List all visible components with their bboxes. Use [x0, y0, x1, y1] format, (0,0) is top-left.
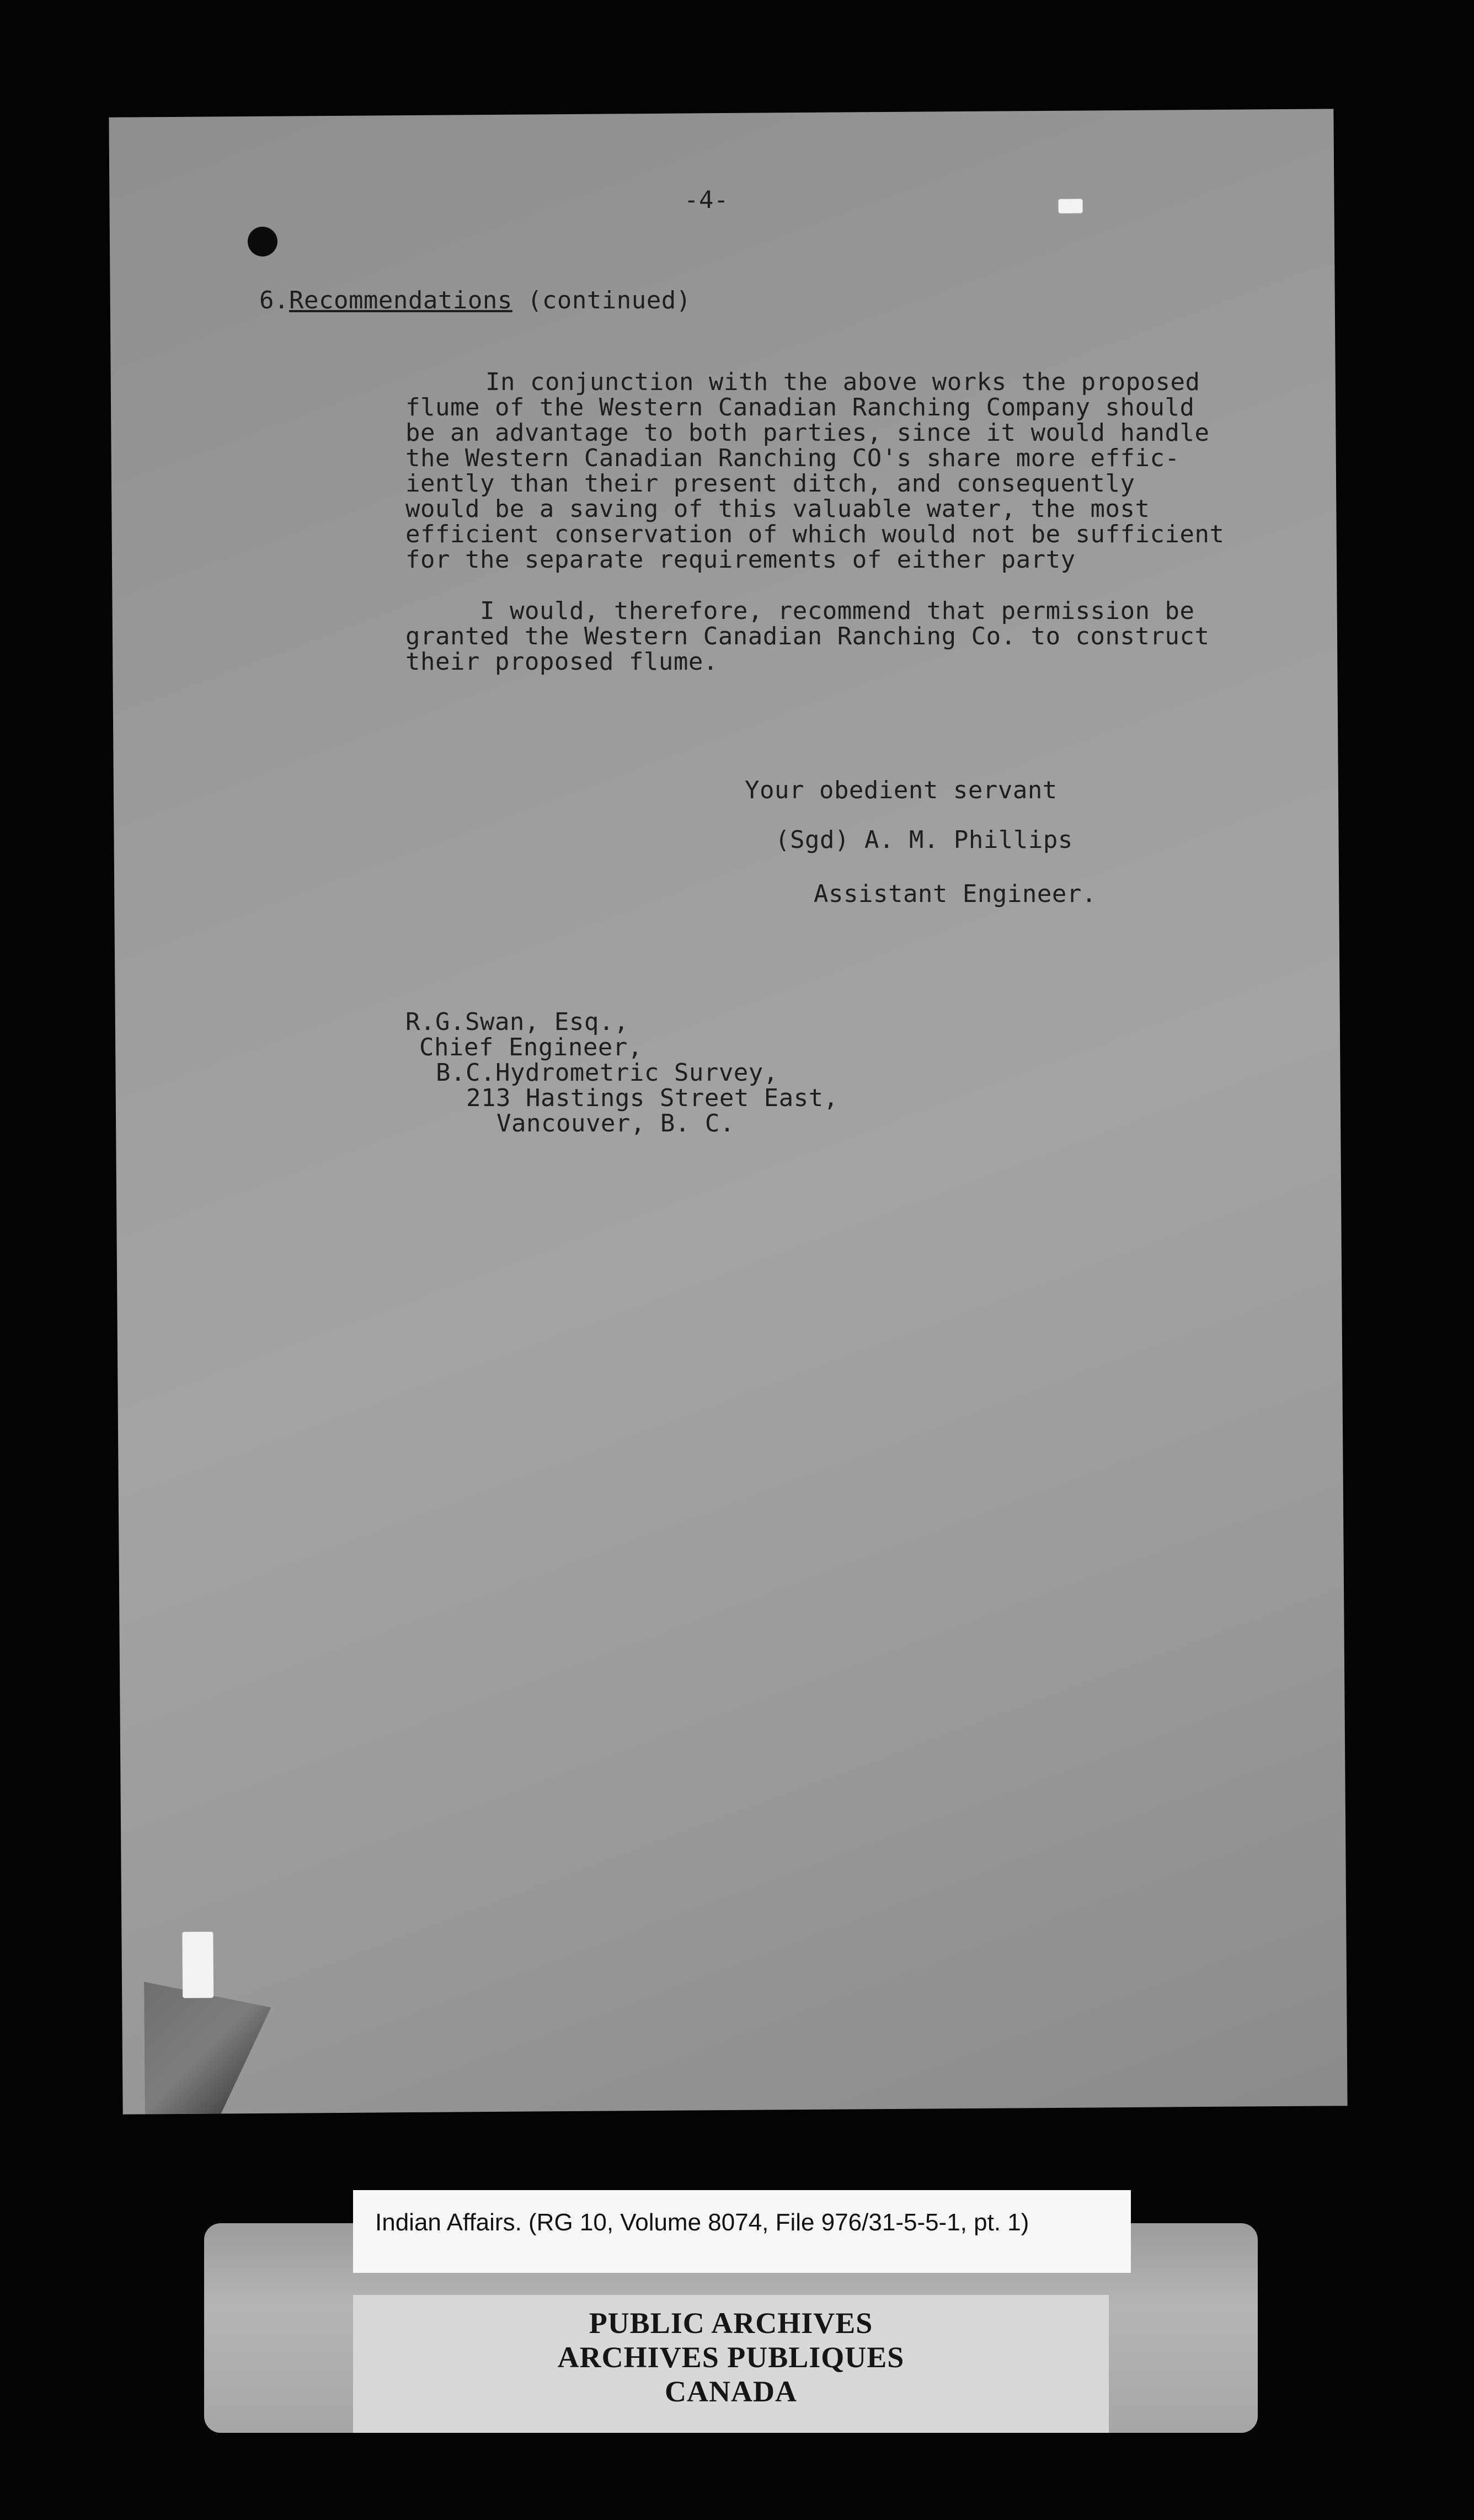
address-line: Chief Engineer, — [419, 1033, 643, 1061]
address-line: 213 Hastings Street East, — [466, 1084, 839, 1112]
address-line: Vancouver, B. C. — [496, 1109, 735, 1138]
section-title-suffix: (continued) — [527, 286, 691, 314]
paragraph-line: granted the Western Canadian Ranching Co. to construct — [405, 622, 1210, 650]
paper-speck — [1058, 199, 1082, 213]
archive-stamp — [353, 2295, 1109, 2433]
paragraph-line: efficient conservation of which would not be sufficient — [405, 520, 1225, 548]
section-title: Recommendations — [289, 286, 512, 314]
section-number: 6. — [259, 286, 289, 314]
signer-title: Assistant Engineer. — [814, 880, 1097, 908]
paragraph-line: I would, therefore, recommend that permission be — [480, 597, 1195, 625]
punch-hole — [248, 227, 277, 257]
address-line: R.G.Swan, Esq., — [405, 1008, 629, 1036]
paragraph-line: the Western Canadian Ranching CO's share more effic- — [405, 444, 1180, 472]
address-line: B.C.Hydrometric Survey, — [436, 1059, 778, 1087]
section-heading — [259, 288, 691, 313]
paragraph-line: their proposed flume. — [405, 648, 718, 676]
archive-reference-text: Indian Affairs. (RG 10, Volume 8074, File 976/31-5-5-1, pt. 1) — [375, 2209, 1029, 2236]
paragraph-line: iently than their present ditch, and consequently — [405, 469, 1135, 498]
paper-speck — [182, 1932, 213, 1998]
signature-line: (Sgd) A. M. Phillips — [775, 826, 1073, 854]
stamp-line: CANADA — [665, 2375, 797, 2408]
paragraph-line: be an advantage to both parties, since it would handle — [405, 419, 1210, 447]
archive-reference-label — [353, 2190, 1131, 2273]
page-number: -4- — [684, 186, 729, 214]
stamp-line: ARCHIVES PUBLIQUES — [557, 2341, 905, 2374]
paragraph-line: for the separate requirements of either party — [405, 546, 1076, 574]
folded-corner — [144, 1981, 272, 2115]
paragraph-line: would be a saving of this valuable water, the most — [405, 495, 1150, 523]
closing-salutation: Your obedient servant — [745, 776, 1058, 804]
paragraph-line: In conjunction with the above works the proposed — [485, 368, 1200, 396]
paragraph-line: flume of the Western Canadian Ranching Company should — [405, 393, 1195, 421]
stamp-line: PUBLIC ARCHIVES — [589, 2307, 873, 2340]
